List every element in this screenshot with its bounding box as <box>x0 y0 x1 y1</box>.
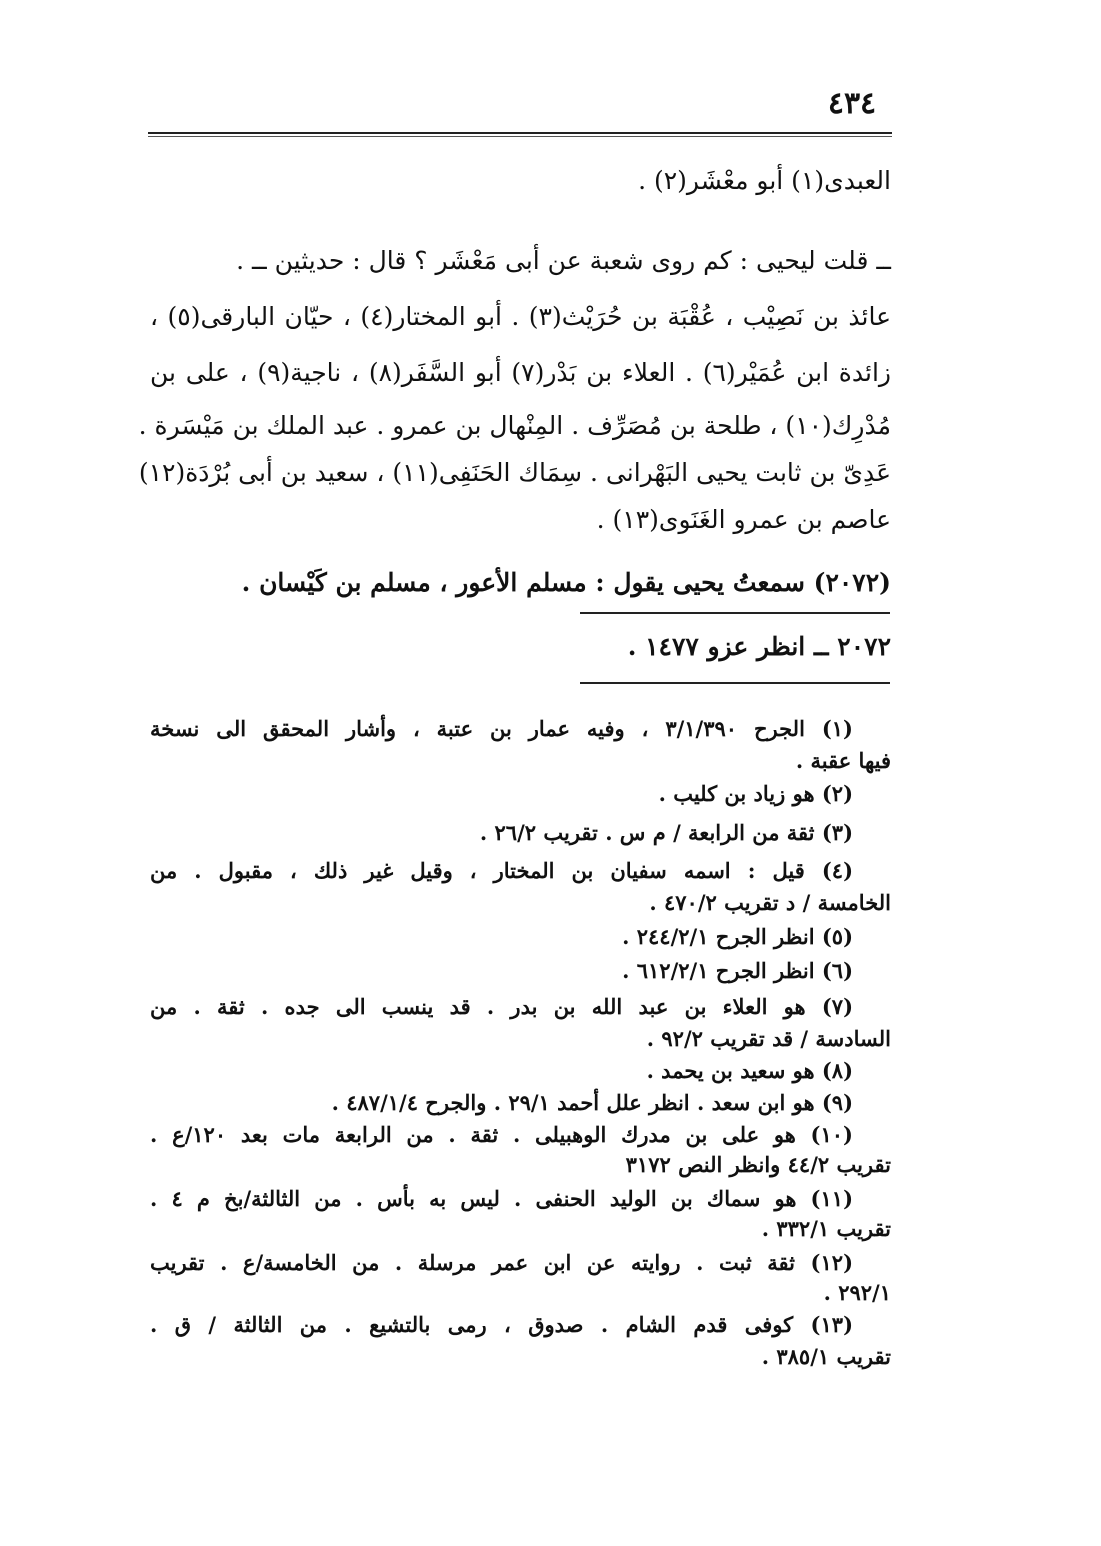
footnote-line: (١٠) هو على بن مدرك الوهبيلى . ثقة . من الرابعة مات بعد ١٢٠/ع . <box>150 1122 853 1147</box>
footnote-line: السادسة / قد تقريب ٩٢/٢ . <box>646 1026 891 1051</box>
body-line: ــ قلت ليحيى : كم روى شعبة عن أبى مَعْشَر ؟ قال : حديثين ــ . <box>236 246 891 275</box>
footnote-line: (٧) هو العلاء بن عبد الله بن بدر . قد ينسب الى جده . ثقة . من <box>150 994 853 1019</box>
body-line: عاصم بن عمرو الغَنَوى(١٣) . <box>596 505 891 534</box>
footnote-line: (١٣) كوفى قدم الشام . صدوق ، رمى بالتشيع . من الثالثة / ق . <box>150 1312 853 1337</box>
body-line: مُدْرِك(١٠) ، طلحة بن مُصَرِّف . المِنْهال بن عمرو . عبد الملك بن مَيْسَرة . <box>138 411 891 440</box>
footnote-line: (١٢) ثقة ثبت . روايته عن ابن عمر مرسلة . من الخامسة/ع . تقريب <box>150 1250 853 1275</box>
footnote-line: (٥) انظر الجرح ٢٤٤/٢/١ . <box>622 924 853 949</box>
body-line: عائذ بن نَصِيْب ، عُقْبَة بن حُرَيْث(٣) . أبو المختار(٤) ، حيّان البارقى(٥) ، <box>150 302 891 331</box>
body-line: العبدى(١) أبو معْشَر(٢) . <box>638 166 891 195</box>
footnote-line: ٢٩٢/١ . <box>823 1280 891 1305</box>
footnote-line: (١١) هو سماك بن الوليد الحنفى . ليس به بأس . من الثالثة/بخ م ٤ . <box>150 1186 853 1211</box>
footnote-line: (٩) هو ابن سعد . انظر علل أحمد ٢٩/١ . والجرح ٤٨٧/١/٤ . <box>331 1090 853 1115</box>
cross-reference: ٢٠٧٢ ــ انظر عزو ١٤٧٧ . <box>627 632 891 661</box>
footnote-line: تقريب ٣٨٥/١ . <box>761 1344 891 1369</box>
body-line: عَدِىّ بن ثابت يحيى البَهْرانى . سِمَاك الحَنَفِى(١١) ، سعيد بن أبى بُرْدَة(١٢) <box>138 458 891 487</box>
footnote-line: (٨) هو سعيد بن يحمد . <box>646 1058 853 1083</box>
header-rule <box>148 132 892 134</box>
page-number: ٤٣٤ <box>827 86 877 121</box>
footnote-line: (٢) هو زياد بن كليب . <box>658 781 853 806</box>
footnote-line: (٣) ثقة من الرابعة / م س . تقريب ٢٦/٢ . <box>479 820 853 845</box>
footnote-line: تقريب ٤٤/٢ وانظر النص ٣١٧٢ <box>625 1152 891 1177</box>
body-line: زائدة ابن عُمَيْر(٦) . العلاء بن بَدْر(٧) أبو السَّفَر(٨) ، ناجية(٩) ، على بن <box>150 358 891 387</box>
footnote-line: (١) الجرح ٣/١/٣٩٠ ، وفيه عمار بن عتبة ، وأشار المحقق الى نسخة <box>150 716 853 741</box>
footnote-rule <box>580 682 890 684</box>
footnote-line: فيها عقبة . <box>795 748 891 773</box>
footnote-line: الخامسة / د تقريب ٤٧٠/٢ . <box>649 890 891 915</box>
footnote-line: (٤) قيل : اسمه سفيان بن المختار ، وقيل غير ذلك ، مقبول . من <box>150 858 853 883</box>
entry-heading: (٢٠٧٢) سمعتُ يحيى يقول : مسلم الأعور ، مسلم بن كَيْسان . <box>241 568 891 597</box>
footnote-line: تقريب ٣٣٢/١ . <box>761 1216 891 1241</box>
footnote-line: (٦) انظر الجرح ٦١٢/٢/١ . <box>622 958 853 983</box>
section-rule <box>580 612 890 614</box>
